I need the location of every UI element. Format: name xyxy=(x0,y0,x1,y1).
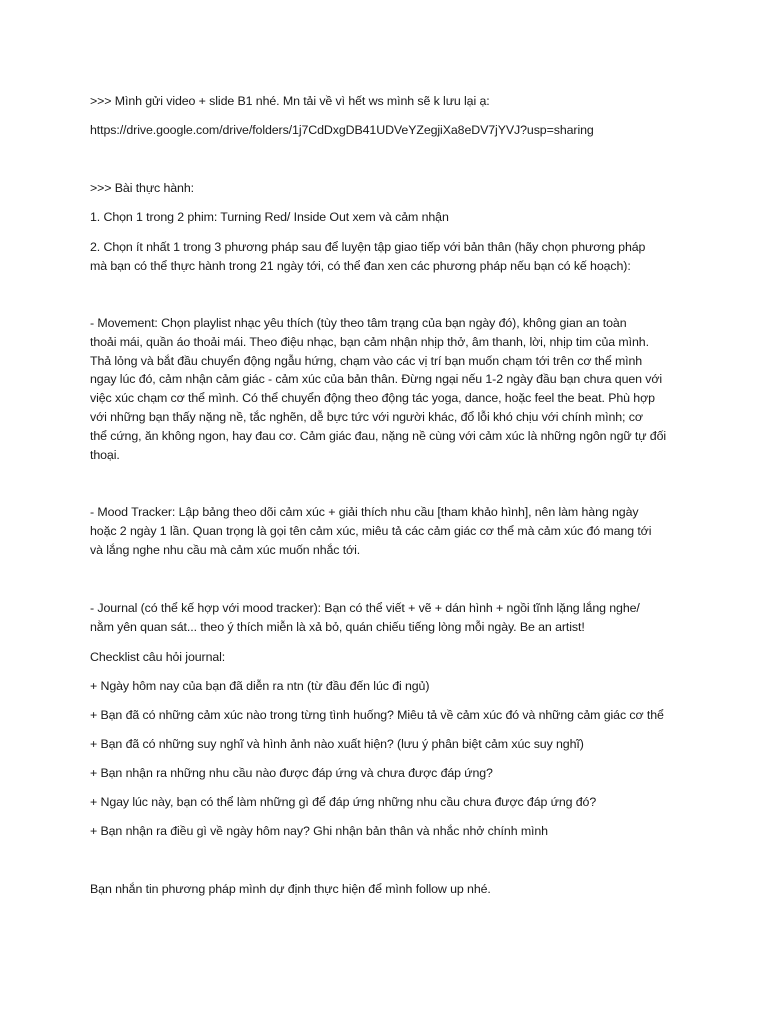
mood-tracker-line: hoặc 2 ngày 1 lần. Quan trọng là gọi tên cảm xúc, miêu tả các cảm giác cơ thể mà cảm xúc đó mang tới xyxy=(90,523,652,538)
movement-line: ngay lúc đó, cảm nhận cảm giác - cảm xúc của bản thân. Đừng ngại nếu 1-2 ngày đầu bạn chưa quen với xyxy=(90,372,663,387)
movement-line: thoải mái, quần áo thoải mái. Theo điệu nhạc, bạn cảm nhận nhịp thở, âm thanh, lời, nhịp tim của mình. xyxy=(90,334,649,349)
mood-tracker-line: và lắng nghe nhu cầu mà cảm xúc muốn nhắc tới. xyxy=(90,542,361,557)
checklist-item: + Bạn đã có những suy nghĩ và hình ảnh nào xuất hiện? (lưu ý phân biệt cảm xúc suy nghĩ) xyxy=(90,737,584,751)
checklist-item: + Bạn đã có những cảm xúc nào trong từng tình huống? Miêu tả về cảm xúc đó và những cảm giác cơ thể xyxy=(90,708,664,722)
practice-item-2 xyxy=(90,238,690,276)
movement-line: - Movement: Chọn playlist nhạc yêu thích (tùy theo tâm trạng của bạn ngày đó), không gian an toàn xyxy=(90,316,627,330)
journal-line: nằm yên quan sát... theo ý thích miễn là xả bỏ, quán chiếu tiếng lòng mỗi ngày. Be an artist! xyxy=(90,619,585,634)
checklist-item: + Bạn nhận ra điều gì về ngày hôm nay? Ghi nhận bản thân và nhắc nhở chính mình xyxy=(90,824,548,838)
journal-line: - Journal (có thể kế hợp với mood tracker): Bạn có thể viết + vẽ + dán hình + ngồi tĩnh lặng lắng nghe/ xyxy=(90,601,640,615)
practice-item-2-line: mà bạn có thể thực hành trong 21 ngày tới, có thể đan xen các phương pháp nếu bạn có kế hoạch): xyxy=(90,258,631,273)
closing-line: Bạn nhắn tin phương pháp mình dự định thực hiện để mình follow up nhé. xyxy=(90,882,491,896)
practice-heading: >>> Bài thực hành: xyxy=(90,181,194,195)
checklist-item: + Ngay lúc này, bạn có thể làm những gì để đáp ứng những nhu cầu chưa được đáp ứng đó? xyxy=(90,795,597,809)
intro-line: >>> Mình gửi video + slide B1 nhé. Mn tải về vì hết ws mình sẽ k lưu lại ạ: xyxy=(90,94,490,108)
movement-line: thoại. xyxy=(90,447,120,462)
checklist-heading: Checklist câu hỏi journal: xyxy=(90,650,226,664)
checklist-item: + Bạn nhận ra những nhu cầu nào được đáp ứng và chưa được đáp ứng? xyxy=(90,766,493,780)
practice-item-1: 1. Chọn 1 trong 2 phim: Turning Red/ Inside Out xem và cảm nhận xyxy=(90,210,449,224)
mood-tracker-line: - Mood Tracker: Lập bảng theo dõi cảm xúc + giải thích nhu cầu [tham khảo hình], nên làm hàng ngày xyxy=(90,505,639,519)
checklist-item: + Ngày hôm nay của bạn đã diễn ra ntn (từ đầu đến lúc đi ngủ) xyxy=(90,679,430,693)
mood-tracker-paragraph xyxy=(90,503,690,559)
drive-link[interactable]: https://drive.google.com/drive/folders/1j7CdDxgDB41UDVeYZegjiXa8eDV7jYVJ?usp=sharing xyxy=(90,123,594,137)
movement-paragraph xyxy=(90,314,690,464)
movement-line: việc xúc chạm cơ thể mình. Có thể chuyển động theo động tác yoga, dance, hoặc feel the beat. Phù hợp xyxy=(90,391,655,406)
movement-line: Thả lỏng và bắt đầu chuyển động ngẫu hứng, chạm vào các vị trí bạn muốn chạm tới trên cơ thể mình xyxy=(90,353,643,368)
journal-paragraph xyxy=(90,599,690,637)
movement-line: thể cứng, ăn không ngon, hay đau cơ. Cảm giác đau, nặng nề cùng với cảm xúc là những ngôn ngữ tự đối xyxy=(90,428,667,443)
movement-line: với những bạn thấy nặng nề, tắc nghẽn, dễ bực tức với người khác, đổ lỗi khó chịu với chính mình; cơ xyxy=(90,409,643,424)
practice-item-2-line: 2. Chọn ít nhất 1 trong 3 phương pháp sau để luyện tập giao tiếp với bản thân (hãy chọn phương pháp xyxy=(90,240,646,254)
